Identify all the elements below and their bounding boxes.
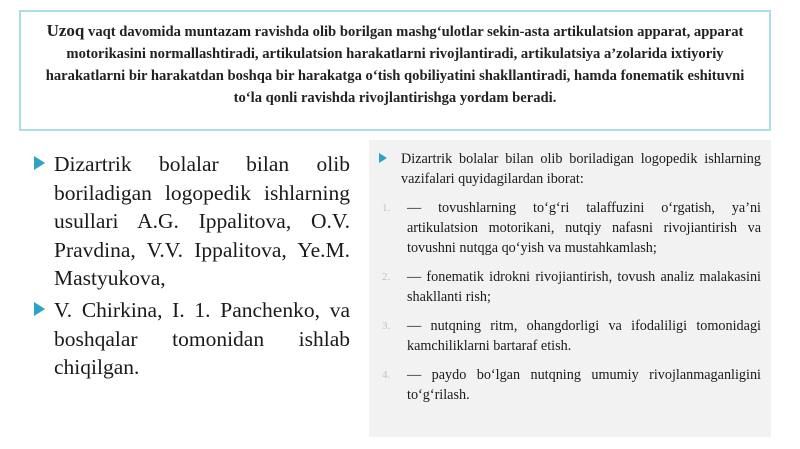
task-item [379, 267, 761, 307]
bullet-triangle-icon [34, 302, 45, 316]
left-bullet-list [34, 150, 350, 385]
task-number: 1. [382, 202, 391, 214]
task-number: 4. [382, 369, 391, 381]
tasks-intro [379, 149, 761, 189]
left-bullet-text: V. Chirkina, I. 1. Panchenko, va boshqalar tomonidan ishlab chiqilgan. [54, 297, 350, 380]
tasks-panel [369, 140, 771, 437]
left-bullet-text: Dizartrik bolalar bilan olib boriladigan logopedik ishlarning usullari A.G. Ippalitova, O.V. Pravdina, V.V. Ippalitova, Ye.M. Mastyukova, [54, 152, 350, 291]
task-item [379, 198, 761, 258]
task-text: — fonematik idrokni rivojiantirish, tovush analiz malakasini shakllanti rish; [407, 269, 761, 305]
left-bullet-item [34, 150, 350, 293]
task-number: 3. [382, 320, 391, 332]
summary-lead-word: Uzoq [46, 21, 85, 40]
task-text: — nutqning ritm, ohangdorligi va ifodaliligi tomonidagi kamchiliklarni bartaraf etish. [407, 318, 761, 354]
bullet-triangle-icon [34, 156, 45, 170]
task-text: — paydo bo‘lgan nutqning umumiy rivojlanmaganligini to‘g‘rilash. [407, 367, 761, 403]
task-number: 2. [382, 271, 391, 283]
task-item [379, 365, 761, 405]
task-text: — tovushlarning to‘g‘ri talaffuzini o‘rgatish, ya’ni artikulatsion motorikani, nutqiy nafasni rivojiantirish va tovushni nutqga qo‘yish va mustahkamlash; [407, 200, 761, 256]
summary-box [19, 10, 771, 131]
tasks-intro-text: Dizartrik bolalar bilan olib boriladigan logopedik ishlarning vazifalari quyidagilardan iborat: [401, 151, 761, 187]
task-item [379, 316, 761, 356]
left-bullet-item [34, 296, 350, 382]
bullet-triangle-icon [379, 153, 387, 163]
summary-text: vaqt davomida muntazam ravishda olib borilgan mashg‘ulotlar sekin-asta artikulatsion apparat, apparat motorikasini normallashtiradi, artikulatsion harakatlarni rivojlantiradi, artikulatsiya a’zolarida ixtiyoriy harakatlarni bir harakatdan boshqa bir harakatga o‘tish qobiliyatini shakllantiradi, hamda fonematik eshituvni to‘la qonli ravishda rivojlantirishga yordam beradi. [45, 24, 745, 106]
